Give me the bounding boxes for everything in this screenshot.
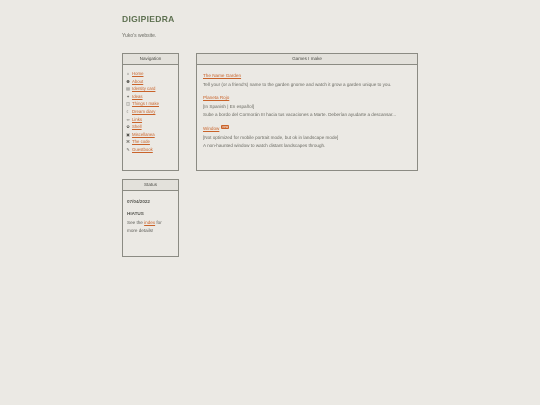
status-date: 07/04/2022 bbox=[127, 199, 150, 204]
house-icon: ⌂ bbox=[126, 71, 130, 76]
game-description: Tell your (or a friend's) name to the garden gnome and watch it grow a garden unique to you. bbox=[203, 81, 392, 87]
nav-link[interactable]: Shell bbox=[132, 124, 142, 130]
nav-link[interactable]: Things I make bbox=[132, 101, 159, 107]
games-header: Games I make bbox=[197, 54, 417, 65]
game-language-note: [In Spanish | En español] bbox=[203, 103, 254, 109]
nav-item-links[interactable] bbox=[126, 116, 178, 124]
nav-link[interactable]: Identity card bbox=[132, 86, 156, 92]
game-link-window[interactable]: Window bbox=[203, 125, 220, 131]
status-heading: HIATUS bbox=[127, 211, 144, 217]
navigation-list bbox=[123, 65, 178, 154]
new-badge: new bbox=[222, 124, 229, 129]
moon-icon: ☾ bbox=[126, 108, 130, 114]
bulb-icon: ✦ bbox=[126, 93, 130, 99]
game-entry bbox=[203, 94, 417, 120]
site-title: DIGIPIEDRA bbox=[122, 14, 175, 24]
nav-item-dream-diary[interactable] bbox=[126, 108, 178, 116]
game-compat-note: [Not optimized for mobile portrait mode, but ok in landscape mode] bbox=[203, 134, 339, 140]
status-header: Status bbox=[123, 180, 178, 191]
game-description: Sube a bordo del Cormorán III hacia tus vacaciones a Marte. Deberían ayudarte a descansar... bbox=[203, 112, 397, 118]
status-text-before: See the bbox=[127, 219, 143, 225]
nav-link[interactable]: Home bbox=[132, 71, 144, 76]
nav-item-things-i-make[interactable] bbox=[126, 100, 178, 108]
nav-link[interactable]: Miscellanea bbox=[132, 131, 155, 137]
index-link[interactable]: index bbox=[144, 219, 156, 225]
nav-item-home[interactable] bbox=[126, 70, 178, 78]
nav-item-identity-card[interactable] bbox=[126, 85, 178, 93]
nav-link[interactable]: About bbox=[132, 78, 144, 84]
nav-item-about[interactable] bbox=[126, 78, 178, 86]
nav-item-guestbook[interactable] bbox=[126, 146, 178, 154]
status-body bbox=[123, 191, 178, 236]
code-icon: ⌘ bbox=[126, 139, 130, 145]
game-description: A non-haunted window to watch distant landscapes through. bbox=[203, 143, 326, 149]
site-subtitle: Yuko's website. bbox=[122, 33, 157, 39]
pen-icon: ✎ bbox=[126, 146, 130, 152]
game-entry bbox=[203, 72, 417, 89]
status-text bbox=[127, 219, 173, 236]
nav-link[interactable]: The code bbox=[132, 139, 150, 145]
nav-link[interactable]: Links bbox=[132, 116, 143, 122]
link-icon: ∞ bbox=[126, 116, 130, 122]
shell-icon: ✿ bbox=[126, 124, 130, 130]
games-list bbox=[197, 65, 417, 151]
info-icon: ⚉ bbox=[126, 78, 130, 84]
games-panel bbox=[196, 53, 418, 171]
status-panel bbox=[122, 179, 179, 257]
box-icon: ▣ bbox=[126, 131, 130, 137]
nav-link[interactable]: Guestbook bbox=[132, 146, 153, 152]
game-link-planeta-rojo[interactable]: Planeta Rojo bbox=[203, 95, 230, 101]
nav-link[interactable]: Dream diary bbox=[132, 108, 156, 114]
nav-item-miscellanea[interactable] bbox=[126, 131, 178, 139]
game-link-name-garden[interactable]: The Name Garden bbox=[203, 73, 242, 78]
nav-item-shell[interactable] bbox=[126, 123, 178, 131]
navigation-header: Navigation bbox=[123, 54, 178, 65]
navigation-panel bbox=[122, 53, 179, 171]
nav-link[interactable]: Ideas bbox=[132, 93, 143, 99]
game-entry bbox=[203, 125, 417, 151]
nav-item-ideas[interactable] bbox=[126, 93, 178, 101]
nav-item-the-code[interactable] bbox=[126, 138, 178, 146]
status-text-after: for more details! bbox=[127, 219, 162, 234]
craft-icon: ◫ bbox=[126, 101, 130, 107]
card-icon: ▤ bbox=[126, 86, 130, 92]
